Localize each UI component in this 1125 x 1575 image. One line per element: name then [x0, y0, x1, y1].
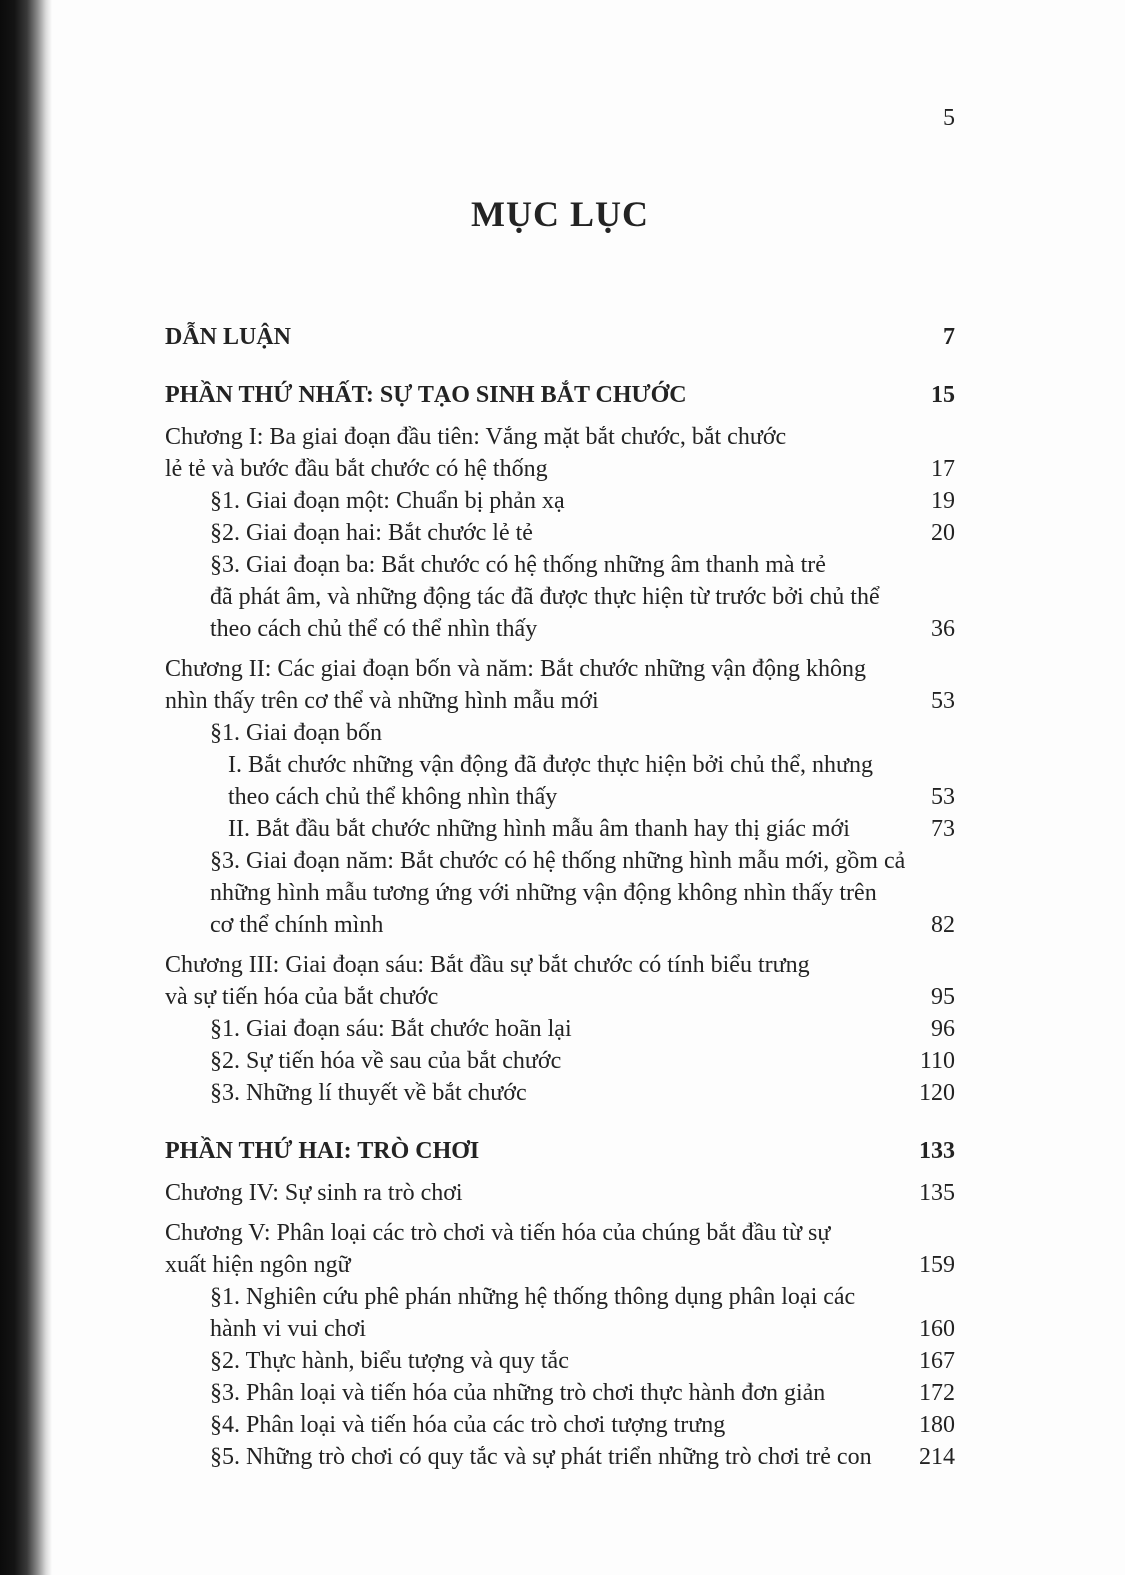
toc-entry-line	[165, 485, 955, 517]
toc-entry-line	[165, 379, 955, 411]
toc-entry-line	[165, 581, 955, 613]
toc-entry-line	[165, 1077, 955, 1109]
toc-entry	[165, 1281, 955, 1345]
toc-entry-line	[165, 517, 955, 549]
toc-page-number: 167	[919, 1348, 955, 1374]
page-title: MỤC LỤC	[471, 194, 649, 234]
toc-entry-text: II. Bắt đầu bắt chước những hình mẫu âm thanh hay thị giác mới	[228, 816, 850, 842]
toc-entry	[165, 1135, 955, 1167]
toc-entry-line	[165, 1177, 955, 1209]
toc-page-number: 53	[931, 784, 955, 810]
toc-page-number: 214	[919, 1444, 955, 1470]
toc-entry	[165, 949, 955, 1013]
toc-page-number: 160	[919, 1316, 955, 1342]
toc-entry	[165, 379, 955, 411]
toc-entry	[165, 1045, 955, 1077]
toc-entry-line	[165, 653, 955, 685]
toc-entry	[165, 845, 955, 941]
toc-entry-text: lẻ tẻ và bước đầu bắt chước có hệ thống	[165, 456, 548, 482]
toc-entry-line	[165, 1409, 955, 1441]
toc-entry-text: §3. Những lí thuyết về bắt chước	[210, 1080, 527, 1106]
toc-entry-text: nhìn thấy trên cơ thể và những hình mẫu mới	[165, 688, 599, 714]
toc-entry-line	[165, 749, 955, 781]
toc-page-number: 172	[919, 1380, 955, 1406]
toc-entry	[165, 717, 955, 749]
toc-entry-line	[165, 1249, 955, 1281]
toc-entry-line	[165, 1377, 955, 1409]
toc-entry-text: Chương I: Ba giai đoạn đầu tiên: Vắng mặt bắt chước, bắt chước	[165, 424, 787, 450]
toc-entry-text: PHẦN THỨ NHẤT: SỰ TẠO SINH BẮT CHƯỚC	[165, 382, 687, 408]
toc-page-number: 133	[919, 1138, 955, 1164]
toc-page-number: 15	[931, 382, 955, 408]
toc-entry-line	[165, 877, 955, 909]
toc-entry-text: §3. Phân loại và tiến hóa của những trò chơi thực hành đơn giản	[210, 1380, 826, 1406]
toc-entry	[165, 1409, 955, 1441]
toc-entry	[165, 1345, 955, 1377]
toc-page-number: 17	[931, 456, 955, 482]
toc-entry-line	[165, 949, 955, 981]
table-of-contents	[165, 321, 955, 1473]
toc-entry	[165, 749, 955, 813]
toc-entry-line	[165, 421, 955, 453]
toc-entry-text: §2. Giai đoạn hai: Bắt chước lẻ tẻ	[210, 520, 533, 546]
toc-entry	[165, 485, 955, 517]
toc-entry-line	[165, 1313, 955, 1345]
toc-entry	[165, 1441, 955, 1473]
toc-entry	[165, 813, 955, 845]
toc-entry	[165, 549, 955, 645]
toc-entry-line	[165, 845, 955, 877]
toc-entry-line	[165, 909, 955, 941]
toc-page-number: 135	[919, 1180, 955, 1206]
toc-entry-text: PHẦN THỨ HAI: TRÒ CHƠI	[165, 1138, 480, 1164]
toc-entry	[165, 1177, 955, 1209]
toc-entry-text: §2. Thực hành, biểu tượng và quy tắc	[210, 1348, 569, 1374]
toc-entry-line	[165, 1345, 955, 1377]
toc-entry-text: Chương IV: Sự sinh ra trò chơi	[165, 1180, 463, 1206]
toc-entry-line	[165, 685, 955, 717]
toc-entry-text: §1. Giai đoạn một: Chuẩn bị phản xạ	[210, 488, 565, 514]
toc-entry-text: §2. Sự tiến hóa về sau của bắt chước	[210, 1048, 562, 1074]
toc-entry	[165, 321, 955, 353]
toc-entry	[165, 1217, 955, 1281]
toc-entry-line	[165, 1135, 955, 1167]
toc-entry-line	[165, 549, 955, 581]
toc-entry-line	[165, 813, 955, 845]
toc-entry	[165, 1377, 955, 1409]
toc-page-number: 36	[931, 616, 955, 642]
toc-entry-text: §3. Giai đoạn năm: Bắt chước có hệ thống những hình mẫu mới, gồm cả	[210, 848, 906, 874]
toc-entry-text: §3. Giai đoạn ba: Bắt chước có hệ thống những âm thanh mà trẻ	[210, 552, 826, 578]
toc-entry	[165, 653, 955, 717]
toc-page-number: 20	[931, 520, 955, 546]
toc-entry-line	[165, 1281, 955, 1313]
toc-entry-text: §1. Giai đoạn sáu: Bắt chước hoãn lại	[210, 1016, 572, 1042]
toc-entry-line	[165, 1045, 955, 1077]
toc-entry-text: §1. Giai đoạn bốn	[210, 720, 382, 746]
toc-page-number: 7	[943, 324, 955, 350]
toc-page-number: 120	[919, 1080, 955, 1106]
toc-entry-line	[165, 321, 955, 353]
toc-entry-text: và sự tiến hóa của bắt chước	[165, 984, 439, 1010]
toc-page-number: 19	[931, 488, 955, 514]
toc-entry-text: đã phát âm, và những động tác đã được thực hiện từ trước bởi chủ thể	[210, 584, 880, 610]
toc-entry-text: §5. Những trò chơi có quy tắc và sự phát triển những trò chơi trẻ con	[210, 1444, 872, 1470]
toc-entry-text: §4. Phân loại và tiến hóa của các trò chơi tượng trưng	[210, 1412, 726, 1438]
toc-entry	[165, 421, 955, 485]
toc-page-number: 110	[919, 1048, 955, 1074]
toc-page-number: 73	[931, 816, 955, 842]
toc-entry-text: Chương III: Giai đoạn sáu: Bắt đầu sự bắt chước có tính biểu trưng	[165, 952, 810, 978]
page-number: 5	[943, 105, 955, 131]
toc-page-number: 96	[931, 1016, 955, 1042]
toc-page-number: 159	[919, 1252, 955, 1278]
toc-entry	[165, 517, 955, 549]
toc-entry-text: DẪN LUẬN	[165, 324, 291, 350]
toc-entry-text: xuất hiện ngôn ngữ	[165, 1252, 351, 1278]
toc-entry-line	[165, 453, 955, 485]
toc-entry-text: những hình mẫu tương ứng với những vận động không nhìn thấy trên	[210, 880, 877, 906]
toc-page-number: 53	[931, 688, 955, 714]
toc-page-number: 82	[931, 912, 955, 938]
toc-entry-text: Chương II: Các giai đoạn bốn và năm: Bắt chước những vận động không	[165, 656, 866, 682]
toc-entry-line	[165, 781, 955, 813]
toc-entry	[165, 1077, 955, 1109]
toc-entry-text: theo cách chủ thể không nhìn thấy	[228, 784, 558, 810]
toc-entry	[165, 1013, 955, 1045]
toc-entry-line	[165, 1441, 955, 1473]
toc-entry-text: I. Bắt chước những vận động đã được thực hiện bởi chủ thể, nhưng	[228, 752, 873, 778]
toc-entry-line	[165, 981, 955, 1013]
toc-entry-line	[165, 613, 955, 645]
toc-page-number: 95	[931, 984, 955, 1010]
toc-entry-text: cơ thể chính mình	[210, 912, 384, 938]
toc-entry-text: theo cách chủ thể có thể nhìn thấy	[210, 616, 538, 642]
toc-entry-text: hành vi vui chơi	[210, 1316, 366, 1342]
toc-page-number: 180	[919, 1412, 955, 1438]
toc-entry-text: Chương V: Phân loại các trò chơi và tiến hóa của chúng bắt đầu từ sự	[165, 1220, 831, 1246]
toc-entry-line	[165, 717, 955, 749]
toc-entry-line	[165, 1217, 955, 1249]
toc-entry-line	[165, 1013, 955, 1045]
toc-entry-text: §1. Nghiên cứu phê phán những hệ thống thông dụng phân loại các	[210, 1284, 856, 1310]
